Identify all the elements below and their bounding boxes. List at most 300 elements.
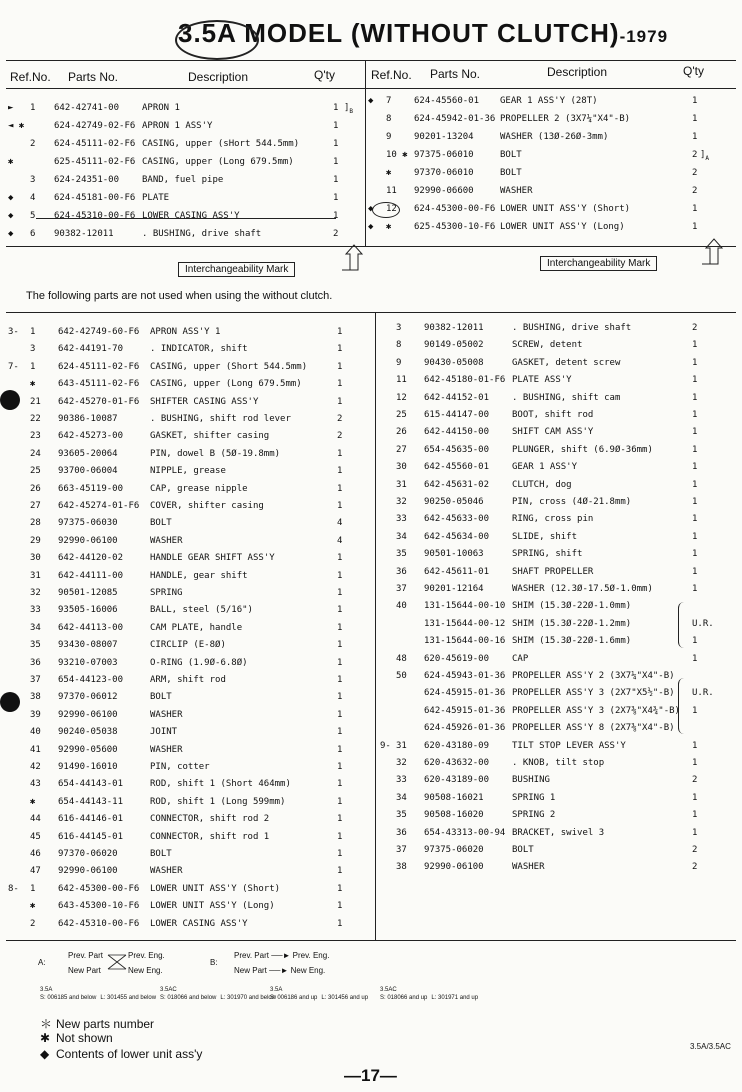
cell-qty: 2 [692,862,698,873]
cell-qty: 1 [337,605,343,616]
header-desc-right: Description [547,65,608,79]
cell-desc: BRACKET, swivel 3 [512,827,605,838]
serial-l: L: 301455 and below [100,995,157,1001]
serial-range [380,986,482,1002]
cell-part: 620-43189-00 [424,775,490,786]
cell-part: 642-45634-00 [424,531,490,542]
serial-model: 3.5A [270,987,283,993]
cell-part: 654-44143-01 [58,779,124,790]
bracket-b-mark: ]$_B$ [344,103,354,115]
cell-ref: 33 [396,514,407,525]
cell-part: 90382-12011 [54,229,114,239]
cell-part: 90240-05038 [58,727,118,738]
header-qty-left: Q'ty [314,68,335,82]
cell-part: 616-44146-01 [58,814,124,825]
cell-part: 97370-06010 [414,168,474,178]
cell-ref: 1 [30,361,36,372]
title-text: MODEL (WITHOUT CLUTCH) [244,18,620,48]
footnote [40,1047,202,1061]
cell-desc: GASKET, shifter casing [150,431,270,442]
cell-ref: 3 [30,175,36,185]
cell-ref: 38 [396,862,407,873]
cell-desc: WASHER (12.3Ø-17.5Ø-1.0mm) [512,584,653,594]
cell-qty: 1 [337,831,343,842]
cell-part: 654-43313-00-94 [424,827,506,838]
cell-desc: WASHER [150,535,183,546]
cell-qty: 1 [333,139,339,149]
serial-l: L: 301456 and up [321,995,369,1001]
cell-part: 90508-16021 [424,792,484,803]
cell-part: 90201-12164 [424,584,484,594]
cell-desc: WASHER [150,866,183,877]
cell-qty: 1 [692,392,698,403]
cell-ref: 46 [30,849,41,859]
cell-part: 642-44150-00 [424,427,490,438]
cell-ref: 1 [30,883,36,894]
cell-ref: ✱ [30,901,36,912]
cell-qty: 1 [692,827,698,838]
cell-qty: 1 [337,396,343,407]
cell-part: 131-15644-00-16 [424,636,506,647]
top-table-bottom-rule [6,246,736,247]
cell-qty: 1 [692,427,698,438]
cell-part: 642-44152-01 [424,392,490,403]
cell-ref: 12 [386,204,397,214]
cell-desc: ROD, shift 1 (Short 464mm) [150,779,291,790]
cell-qty: 1 [692,740,698,751]
cell-desc: SHAFT PROPELLER [512,566,594,577]
cell-desc: GASKET, detent screw [512,357,621,368]
cell-desc: WASHER (13Ø-26Ø-3mm) [500,132,609,142]
cell-ref: 50 [396,671,407,681]
cell-part: 642-45310-00-F6 [58,918,140,929]
cell-part: 642-45631-02 [424,479,490,490]
cell-desc: SCREW, detent [512,340,583,351]
cell-mark: ◆ [8,229,14,239]
cell-ref: 28 [30,518,41,529]
cell-pre: 9- [380,740,391,751]
cell-ref: ✱ [30,796,36,807]
cell-ref: 2 [30,139,36,149]
cell-part: 131-15644-00-10 [424,601,506,612]
cell-part: 625-45111-02-F6 [54,157,136,167]
cell-part: 90382-12011 [424,323,484,333]
cell-part: 642-44191-70 [58,344,124,355]
cell-part: 93210-07003 [58,657,118,668]
cell-part: 642-45300-00-F6 [58,883,140,894]
cell-desc: CASING, upper (Short 544.5mm) [150,361,308,372]
cell-part: 643-45300-10-F6 [58,901,140,912]
cell-qty: 1 [333,175,339,185]
cell-part: 624-45942-01-36 [414,114,496,124]
cell-mark: ◆ [368,204,374,214]
cell-part: 624-45111-02-F6 [54,139,136,149]
serial-range [270,986,372,1002]
cell-part: 90149-05002 [424,340,484,351]
cell-desc: BOLT [150,518,172,529]
cell-part: 90201-13204 [414,132,474,142]
cell-qty: 1 [337,814,343,825]
cell-qty: 2 [692,186,698,196]
cell-qty: 1 [337,553,343,564]
cell-desc: PIN, dowel B (5Ø-19.8mm) [150,448,281,459]
cell-desc: ARM, shift rod [150,675,226,685]
cell-part: 92990-06100 [58,709,118,720]
cell-ref: 10 ✱ [386,150,408,160]
cell-qty: 1 [337,344,343,355]
cell-desc: APRON 1 ASS'Y [142,121,213,131]
cell-desc: RING, cross pin [512,514,594,525]
cell-desc: . BUSHING, shift cam [512,392,621,403]
cell-qty: 1 [337,762,343,772]
cell-ref: 5 [30,211,36,221]
cell-desc: PROPELLER ASS'Y 8 (2X7⅜"X4"-B) [512,723,675,734]
serial-s: S: 006185 and below [40,995,97,1001]
cell-part: 624-45926-01-36 [424,723,506,734]
cell-ref: 22 [30,414,41,424]
cell-qty: 1 [337,866,343,877]
cell-ref: 11 [386,186,397,196]
cell-desc: TILT STOP LEVER ASS'Y [512,740,626,751]
legend-b-label: B: [210,958,218,967]
cell-part: 642-45611-01 [424,566,490,577]
cell-part: 654-44123-00 [58,675,124,685]
cell-ref: 26 [30,483,41,494]
cell-part: 97370-06012 [58,692,118,703]
footnote-text: Contents of lower unit ass'y [56,1047,203,1061]
cell-ref: 3 [396,323,402,333]
cell-ref: 44 [30,814,41,825]
cell-ref: 31 [30,570,41,581]
cell-desc: CASING, upper (Long 679.5mm) [150,379,302,390]
cell-desc: SPRING, shift [512,549,583,560]
cell-mark: ◄ ✱ [8,121,25,131]
cell-qty: 1 [333,211,339,221]
cell-qty: 1 [337,448,343,459]
cell-part: 97375-06010 [414,150,474,160]
cell-part: 642-45273-00 [58,431,124,442]
cell-desc: SPRING [150,588,183,598]
legend-a-new-eng: New Eng. [128,966,163,975]
cell-qty: 1 [692,514,698,525]
header-rule [6,88,736,89]
cell-qty: 1 [337,849,343,859]
bracket-a-mark: ]$_A$ [700,150,710,162]
cell-part: 624-45915-01-36 [424,688,506,699]
cell-part: 642-44113-00 [58,622,124,633]
cell-qty: 4 [337,518,343,529]
cell-qty: 1 [692,114,698,124]
cell-qty: 1 [337,327,343,337]
cell-part: 93505-16006 [58,605,118,616]
cell-qty: 1 [692,96,698,106]
serial-s: S: 006186 and up [270,995,318,1001]
cell-part: 624-45560-01 [414,96,480,106]
cell-ref: 37 [30,675,41,685]
cell-qty: 1 [692,531,698,542]
cell-desc: CASING, upper (Long 679.5mm) [142,157,294,167]
cell-desc: WASHER [512,862,545,873]
interchange-mark-box-left: Interchangeability Mark [178,262,295,277]
cell-part: 654-44143-11 [58,796,124,807]
cell-part: 642-45560-01 [424,462,490,473]
header-desc-left: Description [188,70,249,84]
cell-desc: PROPELLER ASS'Y 3 (2X7⅜"X4¾"-B) [512,705,680,716]
cell-qty: 1 [333,121,339,131]
cell-part: 131-15644-00-12 [424,618,506,629]
legend-a-prev-part: Prev. Part [68,951,103,960]
cell-ref: 6 [30,229,36,239]
cell-ref: 2 [30,918,36,929]
cell-qty: 1 [692,636,698,647]
header-qty-right: Q'ty [683,64,704,78]
cell-part: 615-44147-00 [424,410,490,420]
cell-desc: WASHER [500,186,533,196]
cell-pre: 8- [8,883,19,894]
cell-mark: ◆ [8,211,14,221]
cell-part: 625-45300-10-F6 [414,222,496,232]
strike-line-row5 [36,218,336,219]
cell-qty: 1 [692,479,698,490]
cell-qty: 1 [692,584,698,594]
cell-desc: BOLT [512,845,534,855]
cell-ref: 48 [396,653,407,664]
cell-part: 93430-08007 [58,640,118,651]
cell-part: 642-44111-00 [58,570,124,581]
cell-ref: 33 [30,605,41,616]
cell-desc: PROPELLER 2 (3X7¼"X4"-B) [500,114,631,124]
cell-desc: PROPELLER ASS'Y 3 (2X7"X5½"-B) [512,688,675,699]
page-title [178,18,668,49]
cell-qty: 1 [337,361,343,372]
cell-ref: 36 [396,566,407,577]
cell-qty: 1 [337,640,343,651]
header-parts-left: Parts No. [68,70,119,84]
cell-qty: 2 [692,150,698,160]
cell-desc: BOLT [150,849,172,859]
cell-ref: 32 [396,758,407,768]
cell-desc: JOINT [150,727,178,738]
cell-qty: 1 [692,375,698,386]
cell-part: 663-45119-00 [58,483,124,494]
cell-desc: APRON 1 [142,103,180,113]
cell-ref: 35 [30,640,41,651]
cell-ref: 3 [30,344,36,355]
cell-desc: PLATE ASS'Y [512,375,572,386]
cell-part: 90386-10087 [58,414,118,424]
cell-desc: SPRING 1 [512,792,556,803]
cell-mark: ◆ [368,96,374,106]
cell-part: 93700-06004 [58,466,118,477]
cell-qty: 2 [692,323,698,333]
cell-desc: BOOT, shift rod [512,410,594,420]
cell-ref: 39 [30,709,41,720]
cell-ref: 34 [396,531,407,542]
cell-ref: 31 [396,479,407,490]
cell-qty: 1 [337,709,343,720]
footnote-symbol: ＊ [40,1017,53,1031]
cell-desc: PROPELLER ASS'Y 2 (3X7¼"X4"-B) [512,671,675,681]
cell-qty: U.R. [692,688,714,699]
cell-desc: . KNOB, tilt stop [512,758,605,768]
serial-l: L: 301970 and below [220,995,277,1001]
cell-ref: 47 [30,866,41,877]
cell-ref: 30 [396,462,407,473]
cell-part: 654-45635-00 [424,444,490,455]
column-divider-bottom [375,312,376,940]
cell-qty: 1 [337,622,343,633]
cell-desc: BUSHING [512,775,550,786]
cell-desc: SHIM (15.3Ø-22Ø-1.6mm) [512,636,632,647]
column-divider-top [365,60,366,246]
footnote-text: Not shown [56,1031,113,1045]
cell-part: 92990-06100 [58,866,118,877]
cell-desc: PIN, cross (4Ø-21.8mm) [512,497,632,507]
shim-group-bracket [678,602,685,648]
cell-qty: 1 [692,549,698,560]
cell-part: 642-45270-01-F6 [58,396,140,407]
cell-desc: . BUSHING, drive shaft [142,229,262,239]
cell-qty: 2 [692,845,698,855]
cell-qty: 1 [337,796,343,807]
cell-part: 620-45619-00 [424,653,490,664]
cell-desc: COVER, shifter casing [150,501,264,511]
cell-mark: ◆ [8,193,14,203]
cell-ref: 37 [396,845,407,855]
cell-ref: 12 [396,392,407,403]
cell-qty: 1 [692,810,698,821]
bottom-table-bottom-rule [6,940,736,941]
cell-part: 90501-12085 [58,588,118,598]
cell-desc: SHIFT CAM ASS'Y [512,427,594,438]
bottom-table-top-rule [6,312,736,313]
cell-mark: ◆ [368,222,374,232]
cell-part: 90501-10063 [424,549,484,560]
cell-part: 620-43632-00 [424,758,490,768]
cell-ref: 27 [396,444,407,455]
cell-qty: 1 [692,357,698,368]
cell-qty: 1 [337,657,343,668]
cell-qty: 1 [692,340,698,351]
ref-12-circle [372,202,400,218]
cell-qty: 1 [692,462,698,473]
cell-ref: ✱ [30,379,36,390]
cell-desc: HANDLE GEAR SHIFT ASS'Y [150,553,275,564]
cell-desc: PLUNGER, shift (6.9Ø-36mm) [512,444,653,455]
propeller-group-bracket [678,678,685,734]
cell-qty: 1 [337,675,343,685]
footnote [40,1015,154,1032]
cell-ref: 35 [396,810,407,821]
legend-a-new-part: New Part [68,966,101,975]
cell-part: 97375-06030 [58,518,118,529]
interchange-arrow-right-icon [700,238,728,268]
cell-qty: 1 [692,222,698,232]
cell-part: 93605-20064 [58,448,118,459]
cell-part: 90430-05008 [424,357,484,368]
cell-desc: LOWER UNIT ASS'Y (Long) [500,222,625,232]
cell-part: 620-43180-09 [424,740,490,751]
cell-qty: 2 [692,775,698,786]
cell-ref: 1 [30,327,36,337]
footnote-symbol: ✱ [40,1031,51,1045]
serial-l: L: 301971 and up [431,995,479,1001]
cell-qty: 1 [337,918,343,929]
title-year: -1979 [619,27,669,46]
cell-ref: 11 [396,375,407,386]
cell-qty: 1 [333,193,339,203]
cell-ref: 9 [396,357,402,368]
cell-qty: 1 [692,653,698,664]
cell-qty: 2 [337,414,343,424]
footnote-text: New parts number [56,1017,155,1031]
cell-qty: 1 [337,379,343,390]
cell-qty: 1 [692,204,698,214]
cell-desc: LOWER UNIT ASS'Y (Long) [150,901,275,912]
cell-desc: O-RING (1.9Ø-6.8Ø) [150,657,248,668]
cell-part: 624-45181-00-F6 [54,193,136,203]
cell-ref: 35 [396,549,407,560]
cell-qty: 1 [337,501,343,511]
cell-part: 97370-06020 [58,849,118,859]
cell-ref: 32 [30,588,41,598]
serial-model: 3.5A [40,987,53,993]
cell-desc: LOWER UNIT ASS'Y (Short) [150,883,281,894]
footnote-symbol: ◆ [40,1047,50,1061]
cell-part: 624-45943-01-36 [424,671,506,681]
cell-desc: HANDLE, gear shift [150,570,248,581]
cell-qty: 1 [337,883,343,894]
cell-qty: 1 [337,588,343,598]
cell-ref: 40 [396,601,407,612]
cell-desc: CONNECTOR, shift rod 2 [150,814,270,825]
cell-qty: 1 [337,779,343,790]
cell-pre: 7- [8,361,19,372]
cell-desc: PIN, cotter [150,762,210,772]
cell-qty: 1 [337,483,343,494]
cell-desc: SPRING 2 [512,810,556,821]
cell-part: 97375-06020 [424,845,484,855]
serial-s: S: 018066 and below [160,995,217,1001]
cell-ref: 40 [30,727,41,738]
interchange-arrow-left-icon [340,244,368,274]
cell-part: 642-45180-01-F6 [424,375,506,386]
cell-desc: BALL, steel (5/16") [150,605,253,616]
cell-desc: CASING, upper (sHort 544.5mm) [142,139,300,149]
cell-ref: 23 [30,431,41,442]
cell-qty: 2 [692,168,698,178]
top-rule [6,60,736,61]
cell-desc: BOLT [500,150,522,160]
cell-part: 624-24351-00 [54,175,120,185]
cell-desc: WASHER [150,709,183,720]
cell-qty: 1 [692,705,698,716]
footnote [40,1031,113,1045]
cell-qty: 1 [337,570,343,581]
serial-model: 3.5AC [160,987,177,993]
cell-desc: NIPPLE, grease [150,466,226,477]
cell-desc: LOWER CASING ASS'Y [150,918,248,929]
cell-ref: 24 [30,448,41,459]
cell-ref: ✱ [386,222,392,232]
cell-desc: CAM PLATE, handle [150,622,243,633]
serial-range [160,986,283,1002]
cell-part: 624-45300-00-F6 [414,204,496,214]
cell-desc: BOLT [150,692,172,703]
cell-part: 616-44145-01 [58,831,124,842]
cell-desc: APRON ASS'Y 1 [150,327,221,337]
cell-ref: 36 [396,827,407,838]
